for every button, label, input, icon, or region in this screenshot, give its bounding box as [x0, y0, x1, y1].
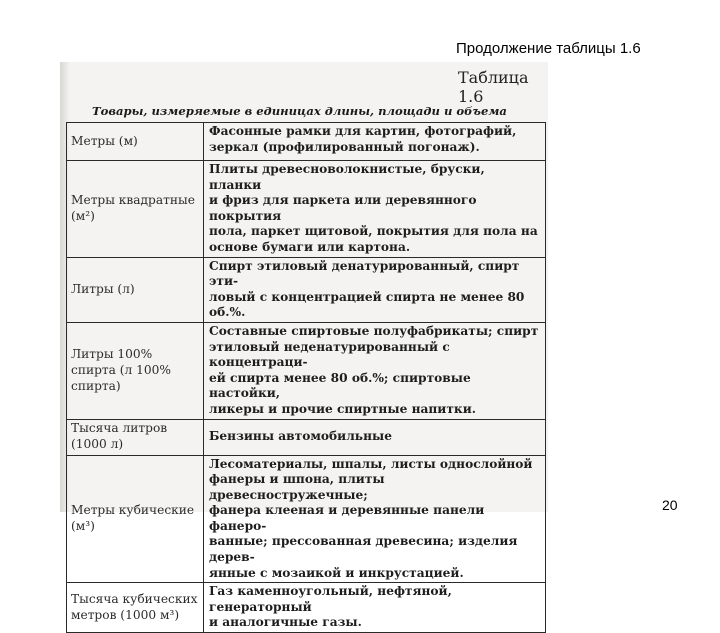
page-number: 20 — [662, 497, 678, 513]
scanned-table-image — [60, 62, 548, 630]
table-title: Таблица 1.6 — [458, 68, 529, 106]
units-table — [66, 122, 546, 633]
goods-cell: Фасонные рамки для картин, фотографий, зеркал (профилированный погонаж). — [204, 123, 546, 161]
goods-cell: Плиты древесноволокнистые, бруски, планки и фриз для паркета или деревянного покрытия пола, паркет щитовой, покрытия для пола на основе бумаги или картона. — [204, 161, 546, 258]
goods-cell: Бензины автомобильные — [204, 419, 546, 455]
unit-cell: Литры (л) — [67, 257, 204, 322]
table-caption: Товары, измеряемые в единицах длины, площади и объема — [92, 104, 507, 118]
table-row — [67, 322, 546, 419]
unit-cell: Литры 100% спирта (л 100% спирта) — [67, 322, 204, 419]
table-row — [67, 583, 546, 633]
table-row — [67, 161, 546, 258]
table-row — [67, 419, 546, 455]
table-row — [67, 455, 546, 583]
unit-cell: Метры кубические (м³) — [67, 455, 204, 583]
table-row — [67, 123, 546, 161]
goods-cell: Газ каменноугольный, нефтяной, генераторный и аналогичные газы. — [204, 583, 546, 633]
unit-cell: Метры квадратные (м²) — [67, 161, 204, 258]
goods-cell: Лесоматериалы, шпалы, листы однослойной фанеры и шпона, плиты древесностружечные; фанера клееная и деревянные панели фанеро- ванные; прессованная древесина; изделия дерев- янные с мозаикой и инкрустацией. — [204, 455, 546, 583]
table-row — [67, 257, 546, 322]
unit-cell: Тысяча кубических метров (1000 м³) — [67, 583, 204, 633]
continuation-label: Продолжение таблицы 1.6 — [456, 40, 641, 57]
goods-cell: Составные спиртовые полуфабрикаты; спирт этиловый неденатурированный с концентраци- ей спирта менее 80 об.%; спиртовые настойки, ликеры и прочие спиртные напитки. — [204, 322, 546, 419]
unit-cell: Метры (м) — [67, 123, 204, 161]
goods-cell: Спирт этиловый денатурированный, спирт эти- ловый с концентрацией спирта не менее 80 об.%. — [204, 257, 546, 322]
unit-cell: Тысяча литров (1000 л) — [67, 419, 204, 455]
